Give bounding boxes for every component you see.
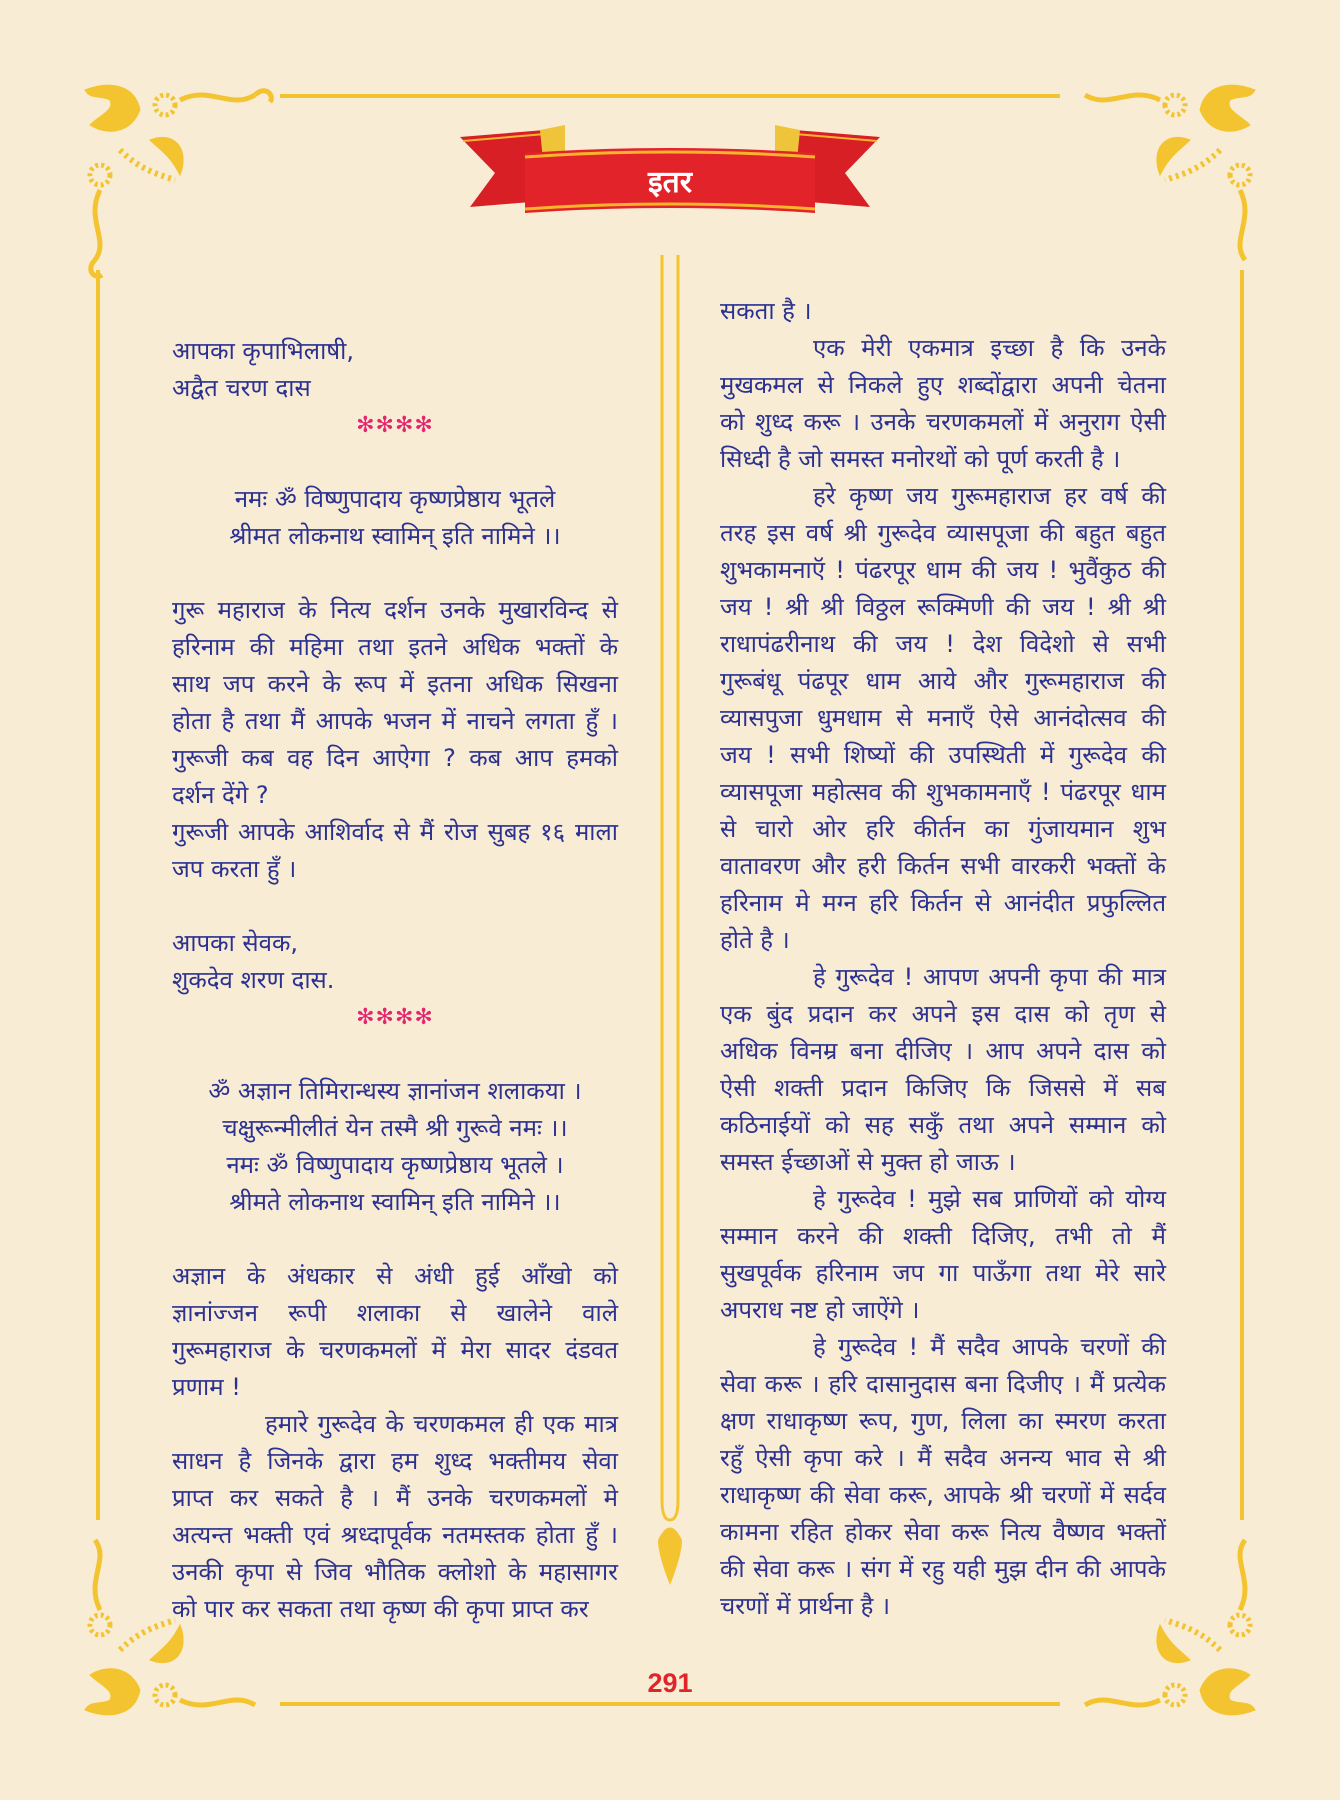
- text-line: श्रीमते लोकनाथ स्वामिन् इति नामिने ।।: [229, 1188, 561, 1216]
- paragraph: [720, 478, 1166, 959]
- text-line: चक्षुरून्मीलीतं येन तस्मै श्री गुरूवे नमः ।।: [222, 1114, 568, 1142]
- paragraph: [720, 959, 1166, 1181]
- text-line: व्यासपुजा धुमधाम से मनाएँ ऐसे आनंदोत्सव की: [720, 704, 1166, 732]
- text-line: तरह इस वर्ष श्री गुरूदेव व्यासपूजा की बहुत बहुत: [720, 519, 1166, 547]
- text-line: प्रणाम !: [172, 1373, 241, 1401]
- text-line: आपका सेवक,: [172, 929, 299, 957]
- verse-block: [172, 481, 618, 555]
- text-line: नमः ॐ विष्णुपादाय कृष्णप्रेष्ठाय भूतले: [234, 485, 556, 513]
- text-line: ज्ञानांज्जन रूपी शलाका से खालेने वाले: [172, 1299, 618, 1327]
- border-bottom-line: [280, 1702, 1060, 1706]
- text-line: एक बुंद प्रदान कर अपने इस दास को तृण से: [720, 1000, 1166, 1028]
- paragraph: [172, 814, 618, 888]
- text-line: अद्वैत चरण दास: [172, 374, 311, 402]
- page-number: 291: [647, 1668, 693, 1698]
- text-line: साथ जप करने के रूप में इतना अधिक सिखना: [172, 670, 618, 698]
- text-line: सकता है ।: [720, 297, 812, 325]
- text-line: गुरूबंधू पंढपूर धाम आये और गुरूमहाराज की: [720, 667, 1166, 695]
- paragraph: [720, 293, 1166, 330]
- text-line: गुरूजी कब वह दिन आऐगा ? कब आप हमको: [172, 744, 618, 772]
- text-line: को शुध्द करू । उनके चरणकमलों में अनुराग ऐसी: [720, 408, 1166, 436]
- text-line: कामना रहित होकर सेवा करू नित्य वैष्णव भक्तों: [720, 1518, 1167, 1546]
- text-line: हमारे गुरूदेव के चरणकमल ही एक मात्र: [265, 1410, 618, 1438]
- left-column: [172, 333, 618, 1628]
- text-line: अत्यन्त भक्ती एवं श्रध्दापूर्वक नतमस्तक होता हुँ ।: [172, 1521, 618, 1549]
- text-line: शुकदेव शरण दास.: [172, 966, 335, 994]
- text-line: प्राप्त कर सकते है । मैं उनके चरणकमलों मे: [172, 1484, 618, 1512]
- paragraph: [720, 330, 1166, 478]
- text-line: को पार कर सकता तथा कृष्ण की कृपा प्राप्त कर: [172, 1595, 589, 1623]
- text-line: आपका कृपाभिलाषी,: [172, 337, 355, 365]
- text-line: क्षण राधाकृष्ण रूप, गुण, लिला का स्मरण करता: [720, 1407, 1166, 1435]
- text-line: हे गुरूदेव ! मुझे सब प्राणियों को योग्य: [813, 1185, 1166, 1213]
- text-line: होता है तथा मैं आपके भजन में नाचने लगता हुँ ।: [172, 707, 618, 735]
- border-right-line: [1240, 270, 1244, 1520]
- text-line: सिध्दी है जो समस्त मनोरथों को पूर्ण करती है ।: [720, 445, 1121, 473]
- text-line: जय ! श्री श्री विठ्ठल रूक्मिणी की जय ! श्री श्री: [720, 593, 1166, 621]
- paragraph: [720, 1181, 1166, 1329]
- text-line: उनकी कृपा से जिव भौतिक क्लोशो के महासागर: [172, 1558, 618, 1586]
- text-line: साधन है जिनके द्वारा हम शुध्द भक्तीमय सेवा: [172, 1447, 618, 1475]
- text-line: जप करता हुँ ।: [172, 855, 297, 883]
- text-line: ऐसी शक्ती प्रदान किजिए कि जिससे में सब: [720, 1074, 1166, 1102]
- text-line: गुरूजी आपके आशिर्वाद से मैं रोज सुबह १६ माला: [172, 818, 618, 846]
- text-line: चरणों में प्रार्थना है ।: [720, 1592, 891, 1620]
- star-separator: ✻✻✻✻: [356, 413, 434, 438]
- text-line: एक मेरी एकमात्र इच्छा है कि उनके: [813, 334, 1166, 362]
- text-line: शुभकामनाऍ ! पंढरपूर धाम की जय ! भुवैंकुठ की: [720, 556, 1166, 584]
- text-line: अपराध नष्ट हो जाऐंगे ।: [720, 1296, 920, 1324]
- section-title: इतर: [647, 165, 693, 200]
- text-line: राधापंढरीनाथ की जय ! देश विदेशो से सभी: [720, 630, 1166, 658]
- text-line: सुखपूर्वक हरिनाम जप गा पाऊँगा तथा मेरे सारे: [720, 1259, 1166, 1287]
- text-line: ॐ अज्ञान तिमिरान्धस्य ज्ञानांजन शलाकया ।: [208, 1077, 582, 1105]
- signature-block: [172, 333, 618, 407]
- paragraph: [172, 1258, 618, 1406]
- paragraph: [720, 1329, 1166, 1625]
- text-line: अधिक विनम्र बना दीजिए । आप अपने दास को: [720, 1037, 1166, 1065]
- text-line: रहुँ ऐसी कृपा करे । मैं सदैव अनन्य भाव से श्री: [720, 1444, 1166, 1472]
- text-line: हे गुरूदेव ! मैं सदैव आपके चरणों की: [813, 1333, 1166, 1361]
- text-line: राधाकृष्ण की सेवा करू, आपके श्री चरणों में सर्दव: [720, 1481, 1166, 1509]
- text-line: हरिनाम मे मग्न हरि किर्तन से आनंदीत प्रफुल्लित: [720, 889, 1166, 917]
- text-line: गुरू महाराज के नित्य दर्शन उनके मुखारविन्द से: [172, 596, 618, 624]
- verse-block: [172, 1073, 618, 1221]
- paragraph: [172, 1406, 618, 1628]
- tilak-divider-icon: [654, 255, 686, 1600]
- text-line: जय ! सभी शिष्यों की उपस्थिती में गुरूदेव की: [720, 741, 1166, 769]
- text-line: मुखकमल से निकले हुए शब्दोंद्वारा अपनी चेतना: [720, 371, 1166, 399]
- text-line: की सेवा करू । संग में रहु यही मुझ दीन की आपके: [720, 1555, 1166, 1583]
- text-line: से चारो ओर हरि कीर्तन का गुंजायमान शुभ: [720, 815, 1166, 843]
- border-top-line: [280, 94, 1060, 98]
- text-line: दर्शन देंगे ?: [172, 781, 269, 809]
- text-line: गुरूमहाराज के चरणकमलों में मेरा सादर दंडवत: [172, 1336, 618, 1364]
- text-line: सम्मान करने की शक्ती दिजिए, तभी तो मैं: [720, 1222, 1166, 1250]
- star-separator: ✻✻✻✻: [356, 1005, 434, 1030]
- text-line: वातावरण और हरी किर्तन सभी वारकरी भक्तों के: [720, 852, 1166, 880]
- text-line: समस्त ईच्छाओं से मुक्त हो जाऊ ।: [720, 1148, 1016, 1176]
- paragraph: [172, 592, 618, 814]
- text-line: व्यासपूजा महोत्सव की शुभकामनाएँ ! पंढरपूर धाम: [720, 778, 1166, 806]
- text-line: नमः ॐ विष्णुपादाय कृष्णप्रेष्ठाय भूतले ।: [226, 1151, 564, 1179]
- border-left-line: [96, 270, 100, 1520]
- text-line: श्रीमत लोकनाथ स्वामिन् इति नामिने ।।: [229, 522, 561, 550]
- text-line: अज्ञान के अंधकार से अंधी हुई आँखो को: [172, 1262, 618, 1290]
- text-line: हरिनाम की महिमा तथा इतने अधिक भक्तों के: [172, 633, 618, 661]
- text-line: हे गुरूदेव ! आपण अपनी कृपा की मात्र: [813, 963, 1166, 991]
- text-line: सेवा करू । हरि दासानुदास बना दिजीए । मैं प्रत्येक: [720, 1370, 1166, 1398]
- signature-block: [172, 925, 618, 999]
- text-line: कठिनाईयों को सह सकुँ तथा अपने सम्मान को: [720, 1111, 1166, 1139]
- text-line: होते है ।: [720, 926, 790, 954]
- text-line: हरे कृष्ण जय गुरूमहाराज हर वर्ष की: [813, 482, 1166, 510]
- right-column: [720, 293, 1166, 1625]
